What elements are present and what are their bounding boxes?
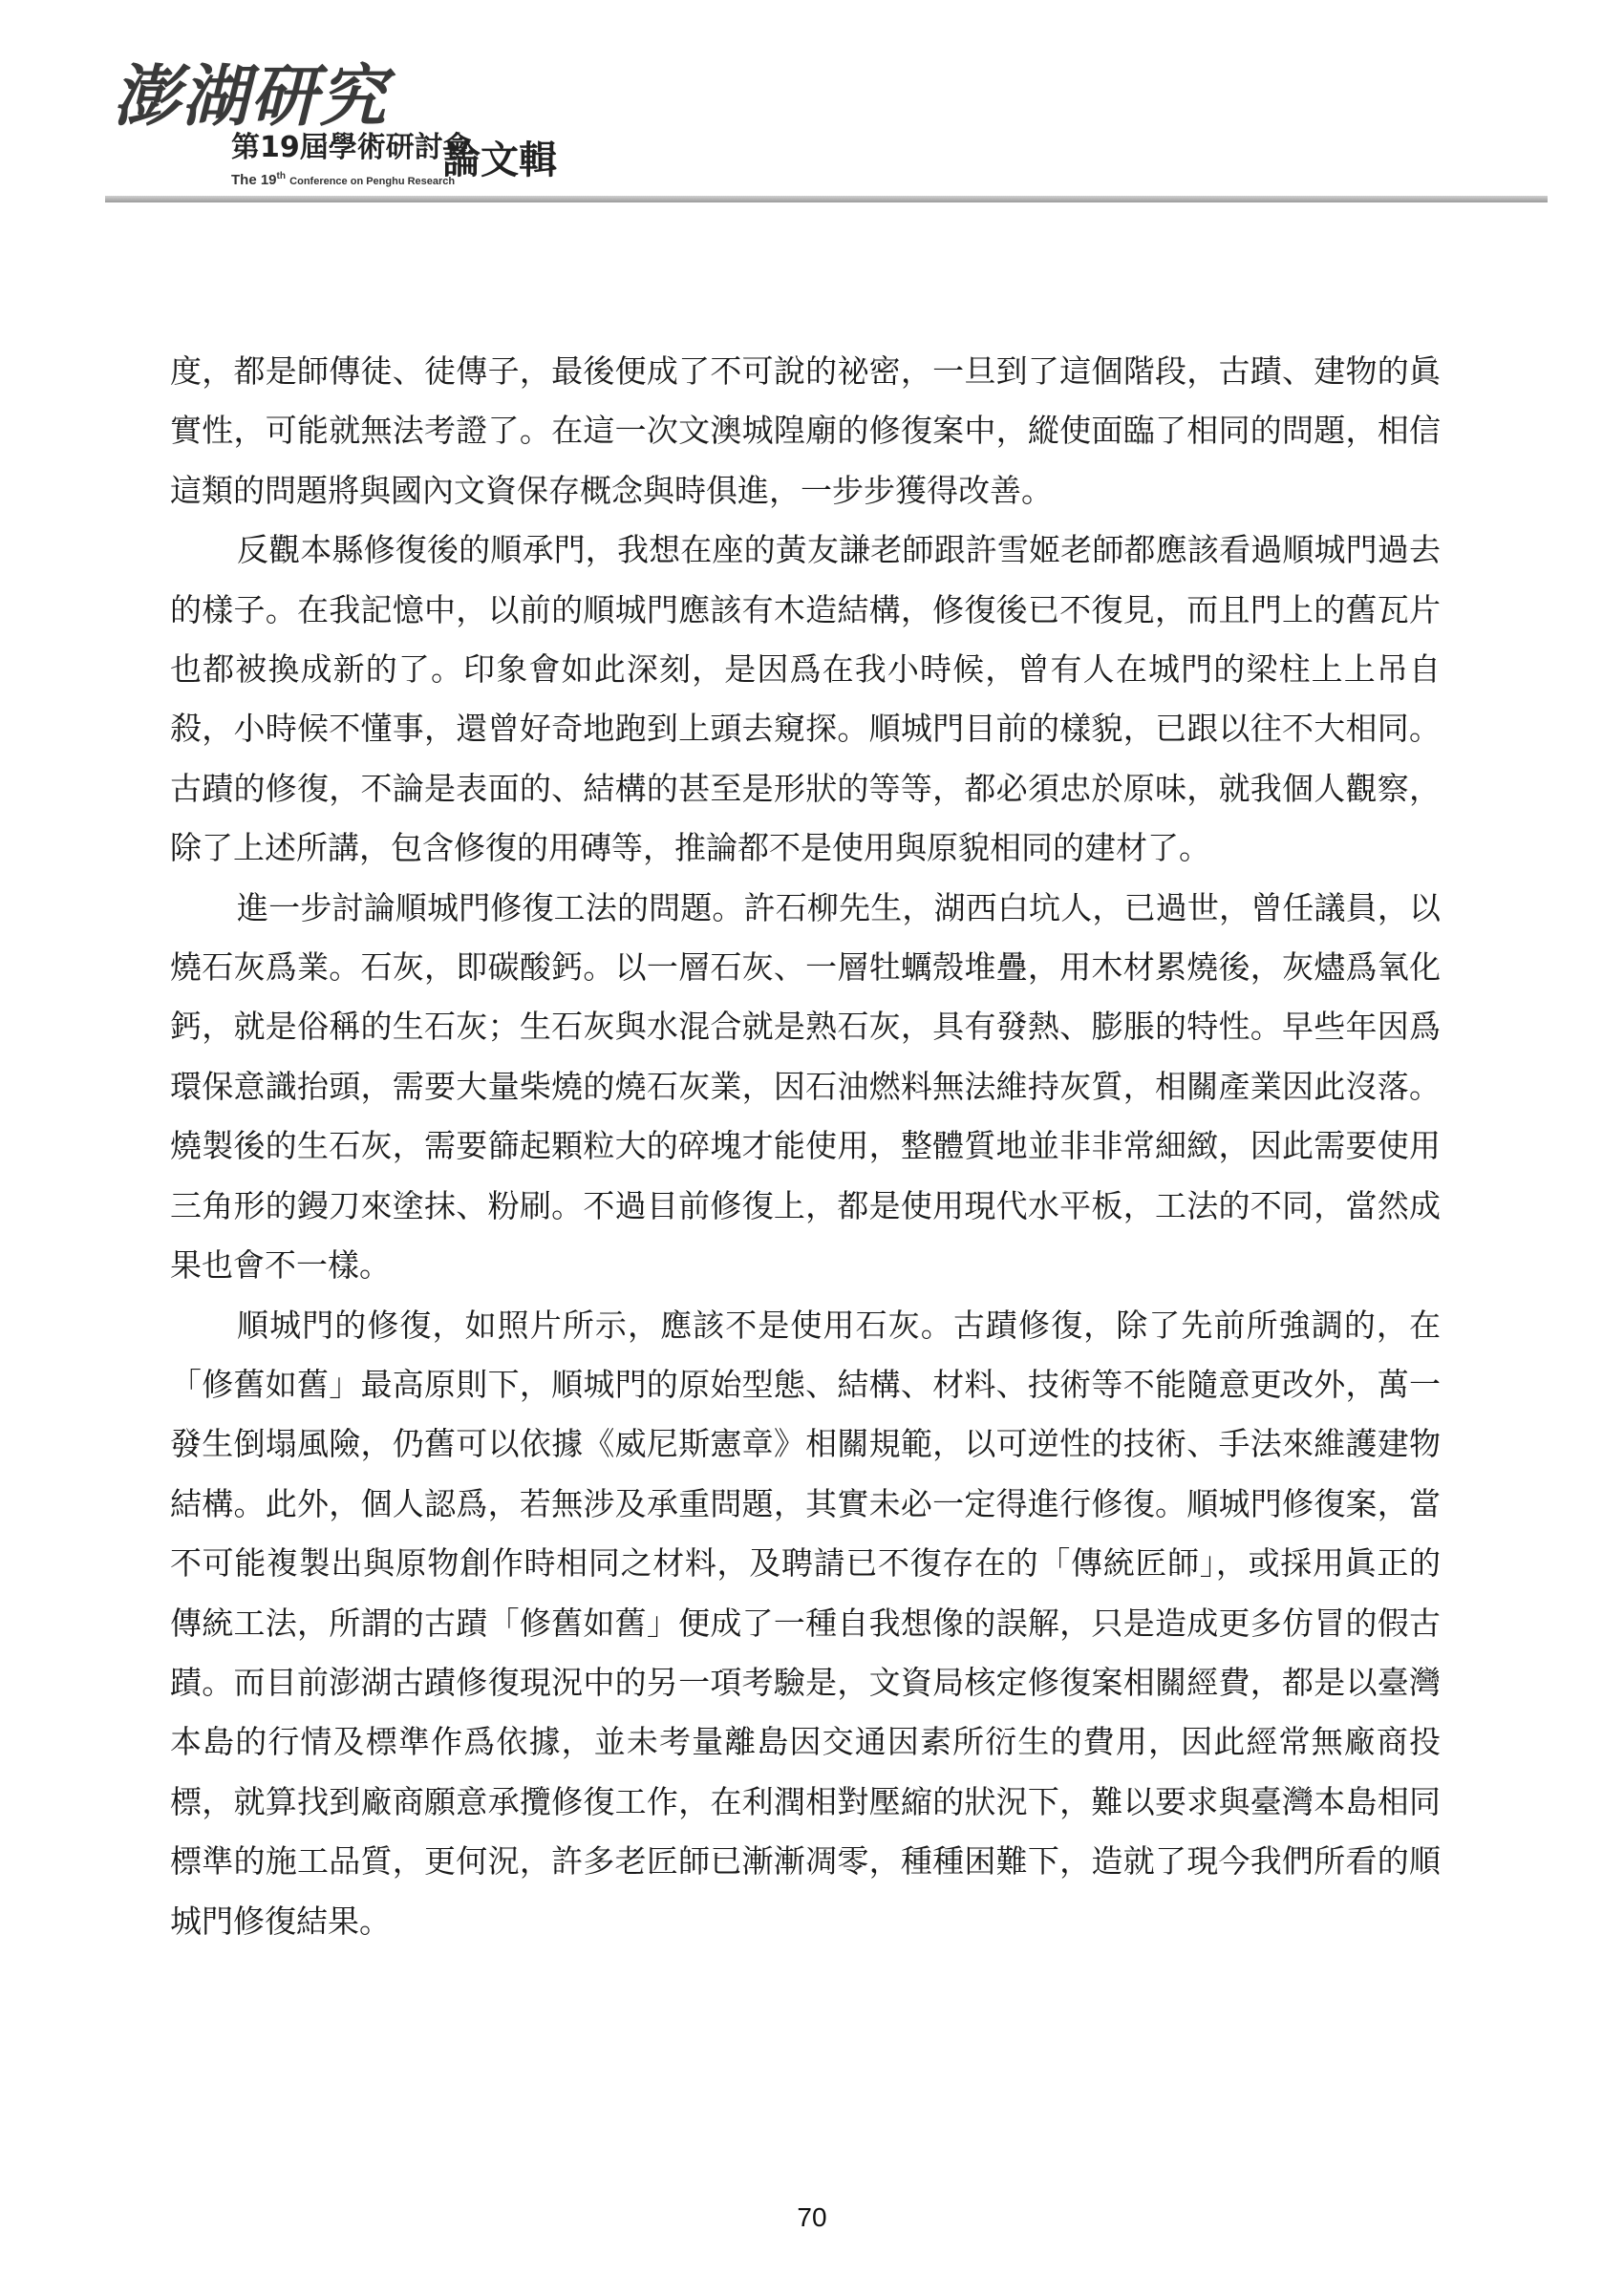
- paragraph: 度，都是師傳徒、徒傳子，最後便成了不可說的祕密，一旦到了這個階段，古蹟、建物的眞實性，可能就無法考證了。在這一次文澳城隍廟的修復案中，縱使面臨了相同的問題，相信這類的問題將與國內文資保存概念與時俱進，一步步獲得改善。: [170, 352, 1441, 509]
- conference-en-suffix: Conference on Penghu Research: [289, 176, 456, 187]
- conference-en-prefix: The 19: [231, 172, 277, 188]
- header-divider: [105, 196, 1548, 202]
- page-number: 70: [797, 2202, 827, 2232]
- paragraph: 反觀本縣修復後的順承門，我想在座的黃友謙老師跟許雪姬老師都應該看過順城門過去的樣子。在我記憶中，以前的順城門應該有木造結構，修復後已不復見，而且門上的舊瓦片也都被換成新的了。印象會如此深刻，是因爲在我小時候，曾有人在城門的梁柱上上吊自殺，小時候不懂事，還曾好奇地跑到上頭去窺探。順城門目前的樣貌，已跟以往不大相同。古蹟的修復，不論是表面的、結構的甚至是形狀的等等，都必須忠於原味，就我個人觀察，除了上述所講，包含修復的用磚等，推論都不是使用與原貌相同的建材了。: [170, 531, 1441, 867]
- conference-en-ordinal: th: [276, 171, 286, 181]
- paragraph: 進一步討論順城門修復工法的問題。許石柳先生，湖西白坑人，已過世，曾任議員，以燒石灰爲業。石灰，即碳酸鈣。以一層石灰、一層牡蠣殼堆疊，用木材累燒後，灰燼爲氧化鈣，就是俗稱的生石灰；生石灰與水混合就是熟石灰，具有發熱、膨脹的特性。早些年因爲環保意識抬頭，需要大量柴燒的燒石灰業，因石油燃料無法維持灰質，相關產業因此沒落。燒製後的生石灰，需要篩起顆粒大的碎塊才能使用，整體質地並非非常細緻，因此需要使用三角形的鏝刀來塗抹、粉刷。不過目前修復上，都是使用現代水平板，工法的不同，當然成果也會不一樣。: [170, 888, 1441, 1285]
- paragraph: 順城門的修復，如照片所示，應該不是使用石灰。古蹟修復，除了先前所強調的，在「修舊如舊」最高原則下，順城門的原始型態、結構、材料、技術等不能隨意更改外，萬一發生倒塌風險，仍舊可以依據《威尼斯憲章》相關規範，以可逆性的技術、手法來維護建物結構。此外，個人認爲，若無涉及承重問題，其實未必一定得進行修復。順城門修復案，當不可能複製出與原物創作時相同之材料，及聘請已不復存在的「傳統匠師」，或採用眞正的傳統工法，所謂的古蹟「修舊如舊」便成了一種自我想像的誤解，只是造成更多仿冒的假古蹟。而目前澎湖古蹟修復現況中的另一項考驗是，文資局核定修復案相關經費，都是以臺灣本島的行情及標準作爲依據，並未考量離島因交通因素所衍生的費用，因此經常無廠商投標，就算找到廠商願意承攬修復工作，在利潤相對壓縮的狀況下，難以要求與臺灣本島相同標準的施工品質，更何況，許多老匠師已漸漸凋零，種種困難下，造就了現今我們所看的順城門修復結果。: [170, 1306, 1441, 1940]
- article-body: [170, 342, 1441, 1951]
- conference-title-en: [231, 172, 455, 187]
- page-header: [105, 55, 1538, 203]
- conference-title-zh: 第19屆學術研討會: [231, 131, 472, 164]
- journal-logo-title: 澎湖研究: [113, 56, 388, 136]
- collection-label: 論文輯: [442, 138, 557, 182]
